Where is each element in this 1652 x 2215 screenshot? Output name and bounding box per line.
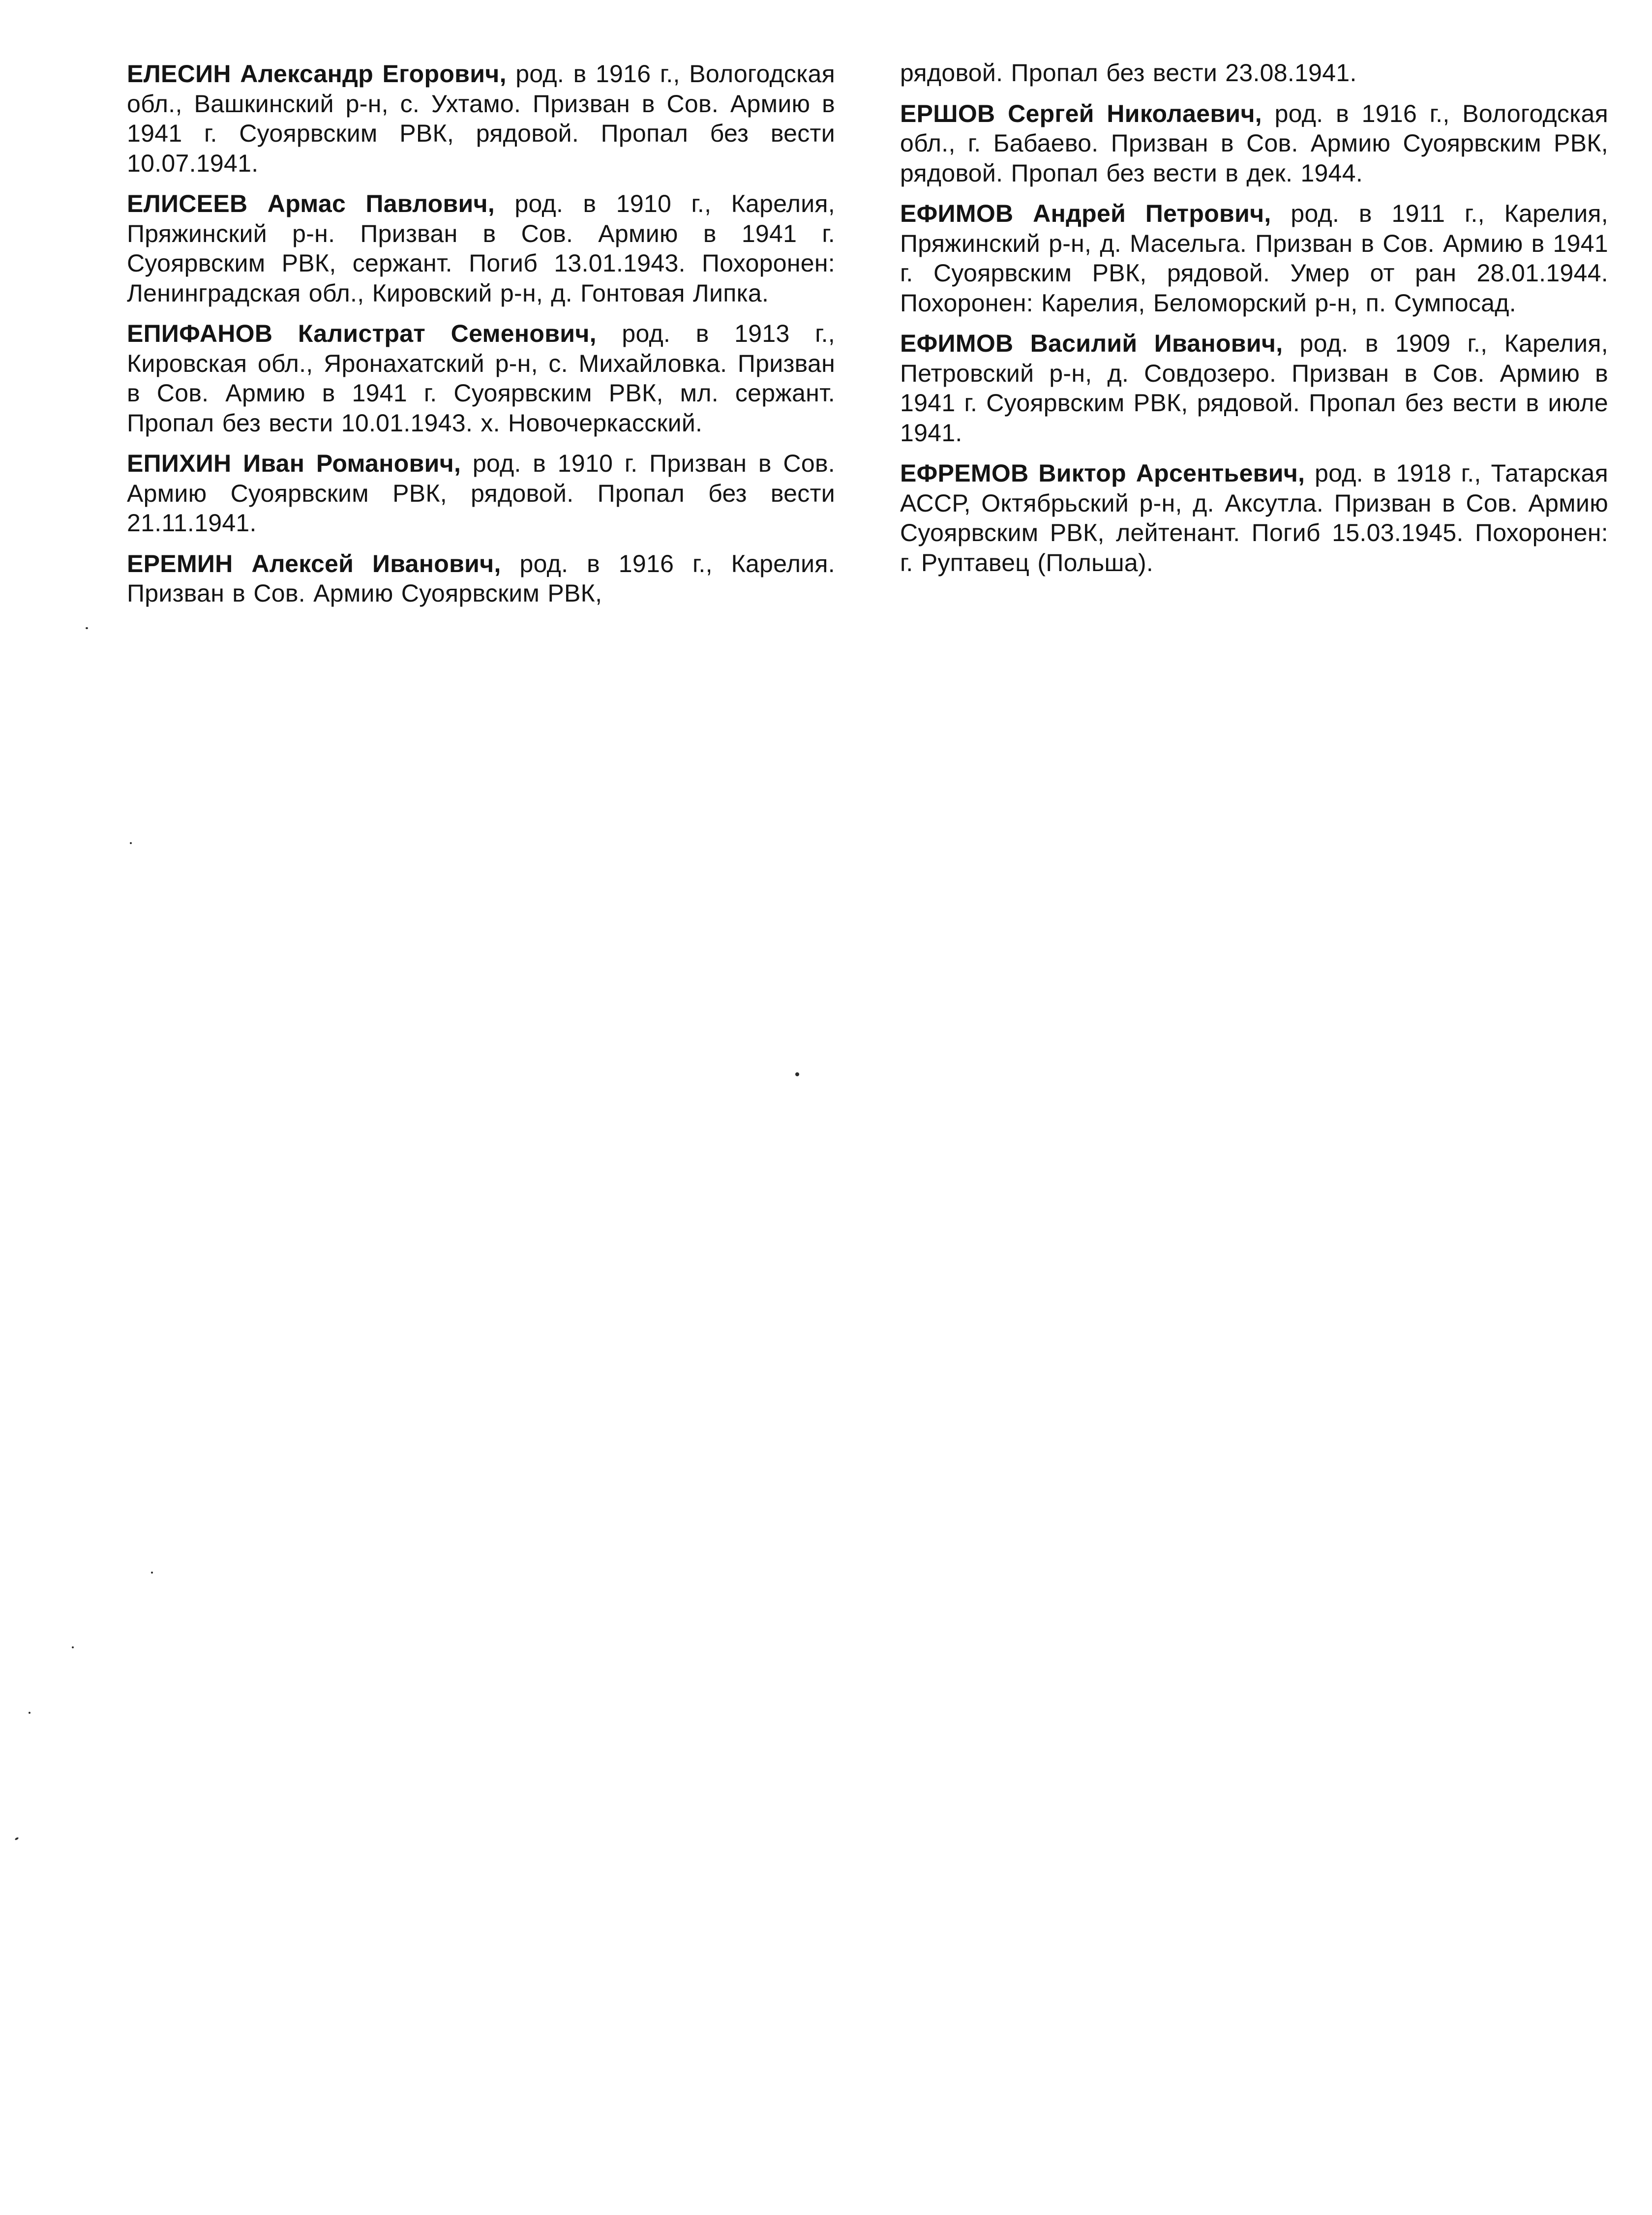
right-column: [900, 58, 1608, 588]
entry-text: рядовой. Пропал без вести 23.08.1941.: [900, 59, 1357, 87]
entry-text: род. в 1916 г., Карелия. Призван в Сов. Армию Суоярвским РВК,: [127, 549, 835, 607]
scan-speck: [130, 842, 132, 844]
scan-speck: [15, 1837, 19, 1840]
scan-speck: [151, 1572, 153, 1574]
entry-name: ЕРШОВ Сергей Николаевич,: [900, 99, 1262, 127]
scan-speck: [29, 1712, 30, 1714]
entry-text: род. в 1910 г., Карелия, Пряжинский р-н. Призван в Сов. Армию в 1941 г. Суоярвским РВК, сержант. Погиб 13.01.1943. Похоронен: Ленинградская обл., Кировский р-н, д. Гонтовая Липка.: [127, 190, 835, 307]
entry-text: род. в 1910 г. Призван в Сов. Армию Суоярвским РВК, рядовой. Пропал без вести 21.11.1941.: [127, 450, 835, 537]
entry-eliseev: [127, 189, 835, 308]
entry-name: ЕПИХИН Иван Романович,: [127, 450, 461, 477]
entry-name: ЕЛЕСИН Александр Егорович,: [127, 60, 507, 88]
entry-name: ЕЛИСЕЕВ Армас Павлович,: [127, 190, 495, 217]
entry-efimov-vasiliy: [900, 329, 1608, 448]
entry-text: род. в 1909 г., Карелия, Петровский р-н, д. Совдозеро. Призван в Сов. Армию в 1941 г. Суоярвским РВК, рядовой. Пропал без вести в июле 1941.: [900, 330, 1608, 447]
scan-speck: [72, 1646, 74, 1648]
entry-text: род. в 1918 г., Татарская АССР, Октябрьский р-н, д. Аксутла. Призван в Сов. Армию Суоярвским РВК, лейтенант. Погиб 15.03.1945. Похоронен: г. Руптавец (Польша).: [900, 459, 1608, 577]
entry-epifanov: [127, 319, 835, 438]
entry-name: ЕФРЕМОВ Виктор Арсентьевич,: [900, 459, 1305, 487]
entry-text: род. в 1911 г., Карелия, Пряжинский р-н, д. Масельга. Призван в Сов. Армию в 1941 г. Суоярвским РВК, рядовой. Умер от ран 28.01.1944. Похоронен: Карелия, Беломорский р-н, п. Сумпосад.: [900, 200, 1608, 317]
scan-speck: [86, 627, 88, 629]
entry-name: ЕРЕМИН Алексей Иванович,: [127, 549, 501, 577]
entry-efremov: [900, 458, 1608, 577]
entry-text: род. в 1916 г., Вологодская обл., Вашкинский р-н, с. Ухтамо. Призван в Сов. Армию в 1941 г. Суоярвским РВК, рядовой. Пропал без вести 10.07.1941.: [127, 60, 835, 177]
entry-name: ЕПИФАНОВ Калистрат Семенович,: [127, 320, 597, 347]
entry-eremin-continuation: [900, 58, 1608, 88]
entry-text: род. в 1913 г., Кировская обл., Яронахатский р-н, с. Михайловка. Призван в Сов. Армию в 1941 г. Суоярвским РВК, мл. сержант. Пропал без вести 10.01.1943. х. Новочеркасский.: [127, 320, 835, 437]
entry-name: ЕФИМОВ Андрей Петрович,: [900, 200, 1271, 227]
entry-epikhin: [127, 449, 835, 538]
entry-efimov-andrey: [900, 199, 1608, 318]
left-column: [127, 59, 835, 619]
entry-text: род. в 1916 г., Вологодская обл., г. Бабаево. Призван в Сов. Армию Суоярвским РВК, рядовой. Пропал без вести в дек. 1944.: [900, 99, 1608, 187]
entry-name: ЕФИМОВ Василий Иванович,: [900, 330, 1283, 357]
entry-eremin: [127, 549, 835, 608]
entry-ershov: [900, 99, 1608, 188]
scan-speck: [795, 1072, 799, 1076]
entry-elesin: [127, 59, 835, 178]
